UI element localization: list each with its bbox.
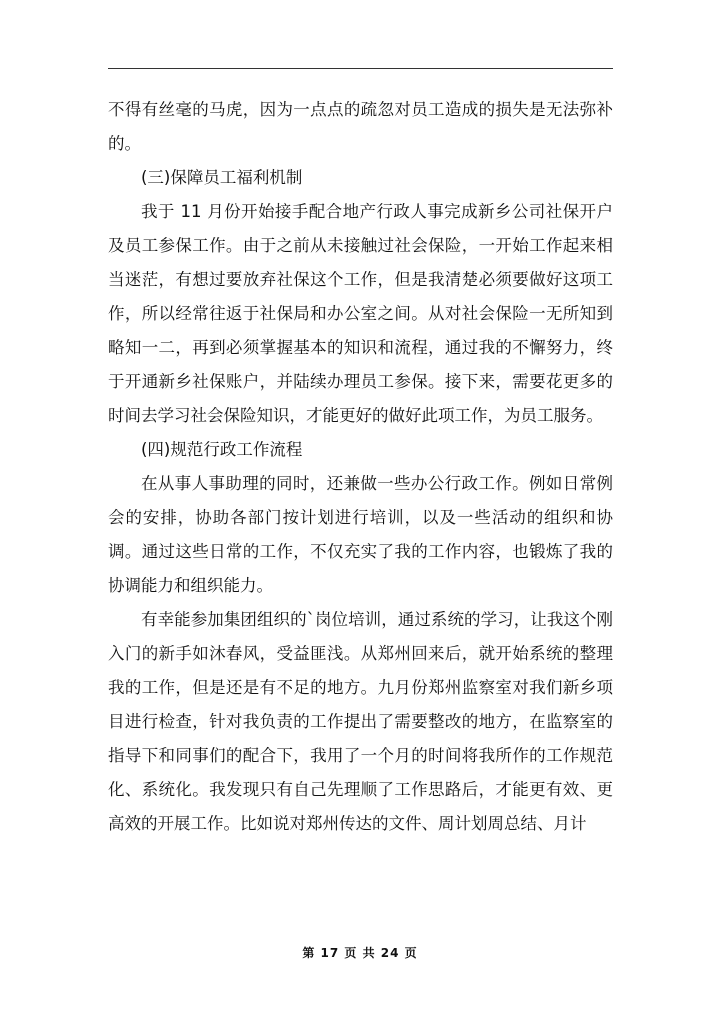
section-heading-4: (四)规范行政工作流程 [141,440,303,459]
section-heading-3: (三)保障员工福利机制 [141,168,303,187]
document-body [108,93,613,841]
paragraph-continuation: 不得有丝毫的马虎，因为一点点的疏忽对员工造成的损失是无法弥补的。 [108,100,613,153]
paragraph-admin-work: 在从事人事助理的同时，还兼做一些办公行政工作。例如日常例会的安排，协助各部门按计划进行培训，以及一些活动的组织和协调。通过这些日常的工作，不仅充实了我的工作内容，也锻炼了我的协调能力和组织能力。 [108,474,613,595]
page-number: 第 17 页 共 24 页 [302,946,418,960]
header-rule [108,68,613,69]
paragraph-training: 有幸能参加集团组织的`岗位培训，通过系统的学习，让我这个刚入门的新手如沐春风，受益匪浅。从郑州回来后，就开始系统的整理我的工作，但是还是有不足的地方。九月份郑州监察室对我们新乡项目进行检查，针对我负责的工作提出了需要整改的地方，在监察室的指导下和同事们的配合下，我用了一个月的时间将我所作的工作规范化、系统化。我发现只有自己先理顺了工作思路后，才能更有效、更高效的开展工作。比如说对郑州传达的文件、周计划周总结、月计 [108,610,613,833]
paragraph-social-insurance: 我于 11 月份开始接手配合地产行政人事完成新乡公司社保开户及员工参保工作。由于之前从未接触过社会保险，一开始工作起来相当迷茫，有想过要放弃社保这个工作，但是我清楚必须要做好这项工作，所以经常往返于社保局和办公室之间。从对社会保险一无所知到略知一二，再到必须掌握基本的知识和流程，通过我的不懈努力，终于开通新乡社保账户，并陆续办理员工参保。接下来，需要花更多的时间去学习社会保险知识，才能更好的做好此项工作，为员工服务。 [108,202,613,425]
